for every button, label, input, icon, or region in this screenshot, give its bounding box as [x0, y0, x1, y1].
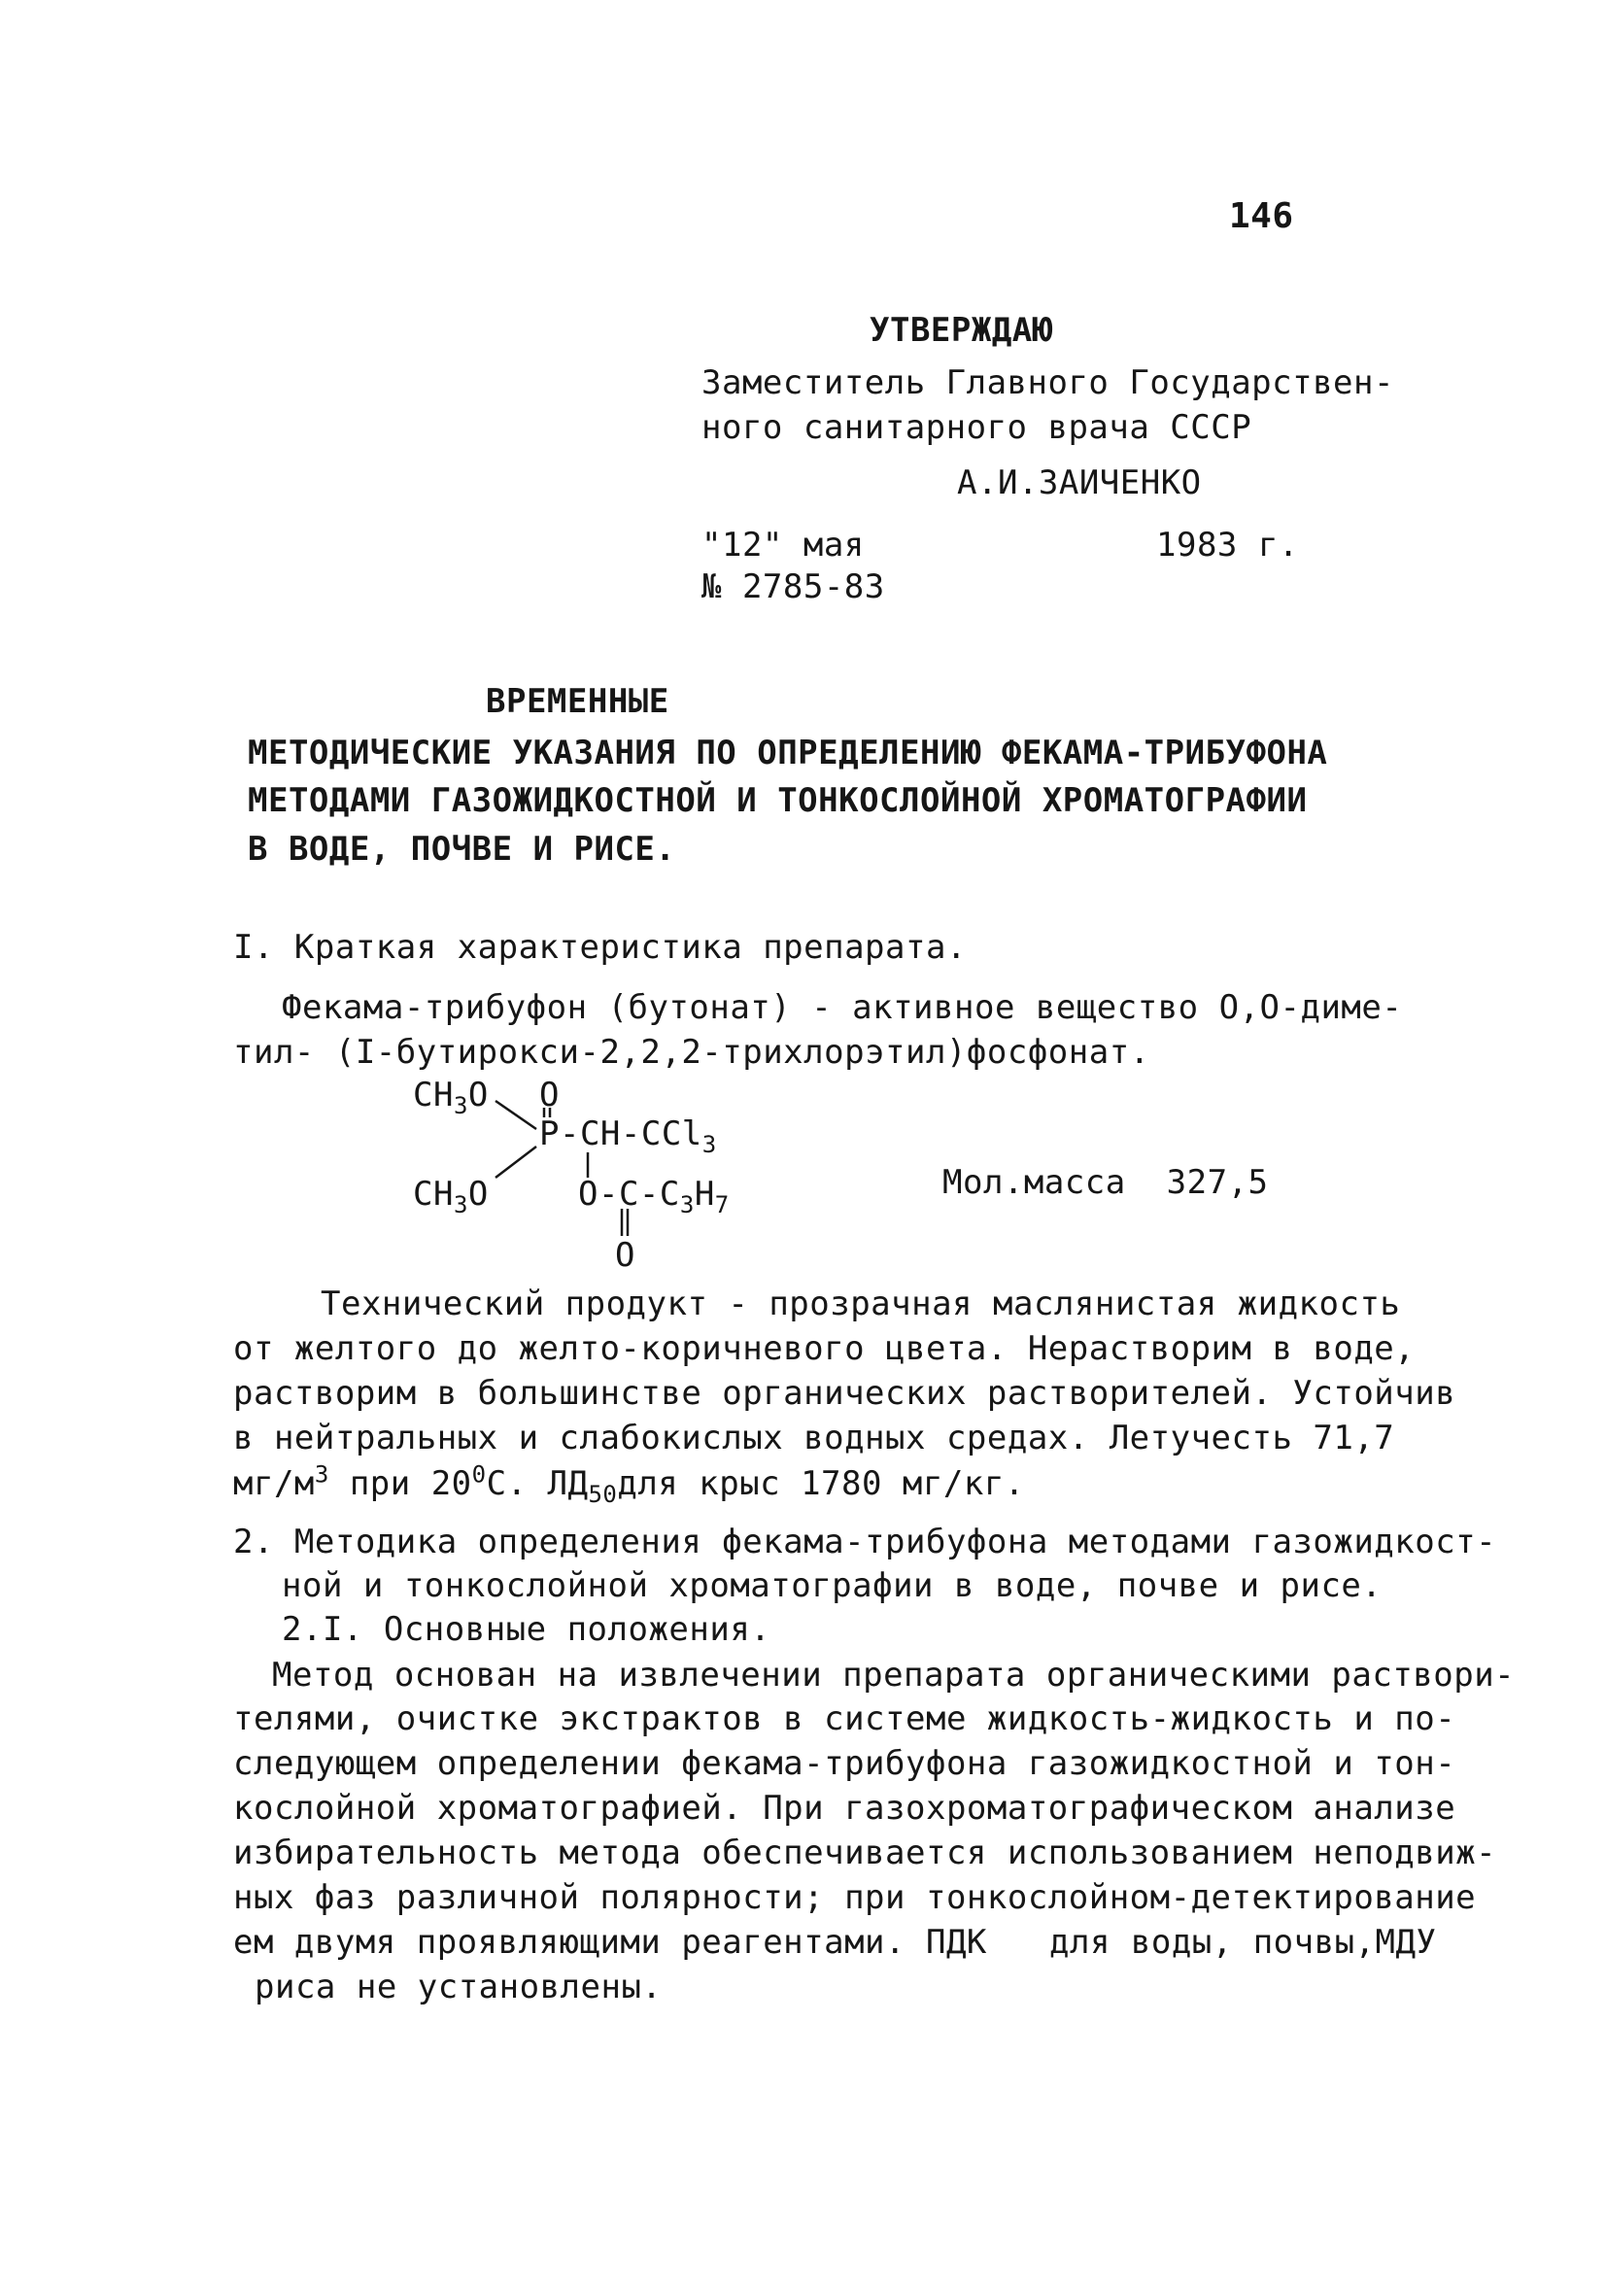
section-2-paragraph-line1: Метод основан на извлечении препарата органическими раствори- [272, 1656, 1516, 1695]
approval-position-line2: ного санитарного врача СССР [701, 408, 1252, 447]
section-2-paragraph-line5: избирательность метода обеспечивается использованием неподвиж- [233, 1833, 1497, 1872]
product-line5: $мг/м^3$ при $20^0С$. $ЛД_{50}для$ крыс 1780 мг/кг. [233, 1460, 1025, 1508]
section-2-heading-line2: ной и тонкослойной хроматографии в воде, почве и рисе. [282, 1566, 1383, 1605]
section-2-paragraph-line7a: ем двумя проявляющими реагентами. ПДК [233, 1923, 987, 1962]
formula-ch3o-top: $CH_3O$ [413, 1076, 489, 1119]
title-line2: МЕТОДИЧЕСКИЕ УКАЗАНИЯ ПО ОПРЕДЕЛЕНИЮ ФЕКАМА-ТРИБУФОНА [248, 734, 1328, 772]
section-2-paragraph-line7b: для воды, почвы,МДУ [1049, 1923, 1437, 1962]
approval-heading: УТВЕРЖДАЮ [870, 311, 1053, 350]
approval-signatory: А.И.ЗАИЧЕНКО [957, 463, 1202, 502]
section-2-paragraph-line8: риса не установлены. [255, 1968, 663, 2006]
page-number: 146 [1229, 196, 1294, 236]
approval-date: "12" мая [701, 526, 865, 565]
section-1-intro-line1: Фекама-трибуфон (бутонат) - активное вещество О,О-димe- [282, 988, 1403, 1027]
formula-ch3o-bottom: $CH_3O$ [413, 1175, 489, 1218]
title-line3: МЕТОДАМИ ГАЗОЖИДКОСТНОЙ И ТОНКОСЛОЙНОЙ ХРОМАТОГРАФИИ [248, 781, 1308, 820]
formula-o-double-top: O [539, 1076, 560, 1114]
approval-position-line1: Заместитель Главного Государствен- [701, 363, 1394, 402]
section-2-paragraph-line4: кослойной хроматографией. При газохроматографическом анализе [233, 1789, 1456, 1828]
section-2-heading-line1: 2. Методика определения фекама-трибуфона методами газожидкост- [233, 1523, 1497, 1561]
formula-phosphorus: P-CH-CCl$_3$ [539, 1114, 717, 1158]
title-line1: ВРЕМЕННЫЕ [486, 682, 669, 721]
title-line4: В ВОДЕ, ПОЧВЕ И РИСЕ. [248, 830, 676, 869]
formula-o-double-bottom: O [615, 1236, 635, 1275]
formula-ester: $O-C-C_3H_7$ [578, 1175, 730, 1218]
section-2-paragraph-line3: следующем определении фекама-трибуфона газожидкостной и тон- [233, 1744, 1456, 1783]
product-line2: от желтого до желто-коричневого цвета. Нерастворим в воде, [233, 1329, 1416, 1368]
product-line3: растворим в большинстве органических растворителей. Устойчив [233, 1374, 1456, 1413]
molecular-mass: Мол.масса 327,5 [942, 1163, 1269, 1202]
product-line1: Технический продукт - прозрачная маслянистая жидкость [321, 1285, 1401, 1323]
section-1-intro-line2: тил- (I-бутирокси-2,2,2-трихлорэтил)фосфонат. [233, 1033, 1150, 1072]
product-line4: в нейтральных и слабокислых водных средах. Летучесть 71,7 [233, 1419, 1395, 1457]
section-2-paragraph-line6: ных фаз различной полярности; при тонкослойном-детектирование [233, 1878, 1477, 1917]
approval-number: № 2785-83 [701, 567, 885, 606]
approval-year: 1983 г. [1156, 526, 1299, 565]
section-2-paragraph-line2: телями, очистке экстрактов в системе жидкость-жидкость и по- [233, 1699, 1456, 1738]
section-2-subheading: 2.I. Основные положения. [282, 1610, 771, 1649]
section-1-heading: I. Краткая характеристика препарата. [233, 928, 967, 967]
